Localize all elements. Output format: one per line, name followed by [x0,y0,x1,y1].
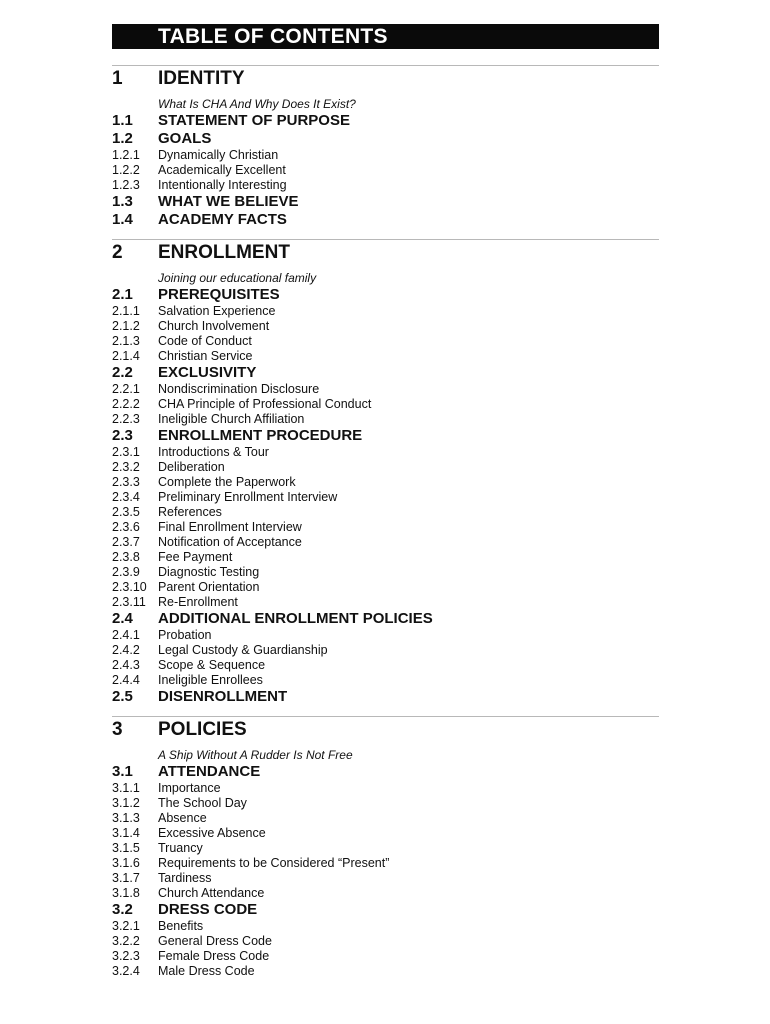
toc-item [112,178,659,193]
entry-number: 2.3.4 [112,490,140,504]
entry-text: Final Enrollment Interview [158,520,302,534]
entry-text: Intentionally Interesting [158,178,287,192]
entry-number: 3.1.7 [112,871,140,885]
entry-text: Complete the Paperwork [158,475,296,489]
toc-item [112,490,659,505]
toc-section [112,239,659,706]
toc-item [112,886,659,901]
entry-text: CHA Principle of Professional Conduct [158,397,372,411]
entry-text: Salvation Experience [158,304,276,318]
subsection-heading [112,364,659,382]
section-subtitle: A Ship Without A Rudder Is Not Free [158,748,353,762]
section-heading [112,719,659,747]
toc-item [112,163,659,178]
entry-number: 3.1.1 [112,781,140,795]
entry-text: References [158,505,222,519]
entry-text: Fee Payment [158,550,233,564]
toc-section [112,716,659,979]
toc-item [112,148,659,163]
entry-text: Diagnostic Testing [158,565,260,579]
entry-number: 1.2.2 [112,163,140,177]
toc-item [112,565,659,580]
entry-number: 2.1.3 [112,334,140,348]
toc-item [112,304,659,319]
subsection-heading [112,688,659,706]
entry-number: 2.3.11 [112,595,146,609]
section-number: 1 [112,68,123,89]
entry-number: 2.3.1 [112,445,140,459]
section-title: POLICIES [158,719,247,740]
entry-number: 2.3.10 [112,580,147,594]
entry-number: 2.1.1 [112,304,140,318]
entry-number: 2.5 [112,688,133,705]
toc-item [112,628,659,643]
entry-text: Ineligible Enrollees [158,673,263,687]
toc-item [112,658,659,673]
toc-item [112,397,659,412]
entry-text: Deliberation [158,460,225,474]
toc-item [112,673,659,688]
entry-text: EXCLUSIVITY [158,364,257,381]
toc-item [112,949,659,964]
entry-text: Parent Orientation [158,580,260,594]
toc-item [112,550,659,565]
entry-number: 3.2.2 [112,934,140,948]
entry-number: 2.4 [112,610,133,627]
entry-text: Legal Custody & Guardianship [158,643,328,657]
entry-number: 3.1.8 [112,886,140,900]
toc-item [112,964,659,979]
entry-text: ACADEMY FACTS [158,211,287,228]
toc-item [112,535,659,550]
entry-number: 2.1 [112,286,133,303]
entry-text: Probation [158,628,212,642]
entry-text: GOALS [158,130,212,147]
entry-text: Christian Service [158,349,253,363]
toc-item [112,811,659,826]
entry-text: Notification of Acceptance [158,535,302,549]
entry-text: Nondiscrimination Disclosure [158,382,320,396]
entry-text: Male Dress Code [158,964,255,978]
entry-number: 1.2.1 [112,148,140,162]
entry-number: 2.3.3 [112,475,140,489]
entry-number: 3.1.4 [112,826,140,840]
toc-item [112,475,659,490]
entry-number: 2.3.8 [112,550,140,564]
document-page [112,24,659,979]
entry-text: Absence [158,811,207,825]
entry-text: STATEMENT OF PURPOSE [158,112,350,129]
entry-number: 2.1.2 [112,319,140,333]
entry-number: 3.1.2 [112,796,140,810]
entry-text: Code of Conduct [158,334,252,348]
subsection-heading [112,427,659,445]
toc-item [112,382,659,397]
toc-item [112,871,659,886]
entry-text: Female Dress Code [158,949,270,963]
subsection-heading [112,901,659,919]
entry-text: Church Attendance [158,886,265,900]
entry-number: 2.3.9 [112,565,140,579]
entry-number: 2.2.1 [112,382,140,396]
entry-number: 2.4.1 [112,628,140,642]
toc-section [112,65,659,229]
toc-item [112,919,659,934]
section-title: ENROLLMENT [158,242,290,263]
toc-item [112,595,659,610]
toc-item [112,505,659,520]
entry-text: ATTENDANCE [158,763,261,780]
entry-text: ENROLLMENT PROCEDURE [158,427,363,444]
entry-number: 2.4.3 [112,658,140,672]
toc-item [112,781,659,796]
entry-text: ADDITIONAL ENROLLMENT POLICIES [158,610,433,627]
entry-number: 2.2.3 [112,412,140,426]
toc-item [112,643,659,658]
entry-number: 3.2 [112,901,133,918]
toc-item [112,349,659,364]
toc-item [112,841,659,856]
entry-number: 2.2 [112,364,133,381]
subsection-heading [112,130,659,148]
entry-text: Re-Enrollment [158,595,238,609]
entry-text: Importance [158,781,221,795]
entry-text: DISENROLLMENT [158,688,288,705]
section-subtitle: Joining our educational family [158,271,317,285]
section-subtitle: What Is CHA And Why Does It Exist? [158,97,356,111]
entry-number: 3.1.6 [112,856,140,870]
entry-number: 1.4 [112,211,133,228]
entry-text: WHAT WE BELIEVE [158,193,299,210]
subsection-heading [112,211,659,229]
entry-number: 2.4.2 [112,643,140,657]
entry-text: Excessive Absence [158,826,266,840]
toc-title: TABLE OF CONTENTS [112,24,659,49]
subsection-heading [112,112,659,130]
section-title: IDENTITY [158,68,245,89]
toc-item [112,856,659,871]
entry-number: 1.2 [112,130,133,147]
toc-item [112,934,659,949]
subsection-heading [112,193,659,211]
toc-item [112,334,659,349]
entry-text: Tardiness [158,871,212,885]
entry-number: 2.3.6 [112,520,140,534]
subsection-heading [112,610,659,628]
entry-number: 3.2.3 [112,949,140,963]
entry-text: Academically Excellent [158,163,286,177]
entry-text: Introductions & Tour [158,445,269,459]
toc-item [112,460,659,475]
entry-number: 1.2.3 [112,178,140,192]
toc-item [112,445,659,460]
entry-number: 3.1 [112,763,133,780]
entry-text: Truancy [158,841,203,855]
entry-text: Preliminary Enrollment Interview [158,490,338,504]
entry-number: 3.2.1 [112,919,140,933]
entry-text: Requirements to be Considered “Present” [158,856,390,870]
entry-text: DRESS CODE [158,901,258,918]
entry-text: PREREQUISITES [158,286,280,303]
entry-number: 2.3.7 [112,535,140,549]
entry-text: The School Day [158,796,247,810]
toc-sections [112,65,659,979]
section-number: 2 [112,242,123,263]
section-heading [112,242,659,270]
toc-item [112,412,659,427]
toc-item [112,580,659,595]
section-heading [112,68,659,96]
entry-number: 2.1.4 [112,349,140,363]
entry-text: Benefits [158,919,204,933]
entry-number: 1.1 [112,112,133,129]
subsection-heading [112,763,659,781]
spacer [112,49,659,65]
entry-number: 2.3.2 [112,460,140,474]
toc-item [112,796,659,811]
toc-item [112,319,659,334]
toc-item [112,826,659,841]
entry-number: 2.4.4 [112,673,140,687]
section-number: 3 [112,719,123,740]
entry-number: 3.1.3 [112,811,140,825]
entry-text: Dynamically Christian [158,148,279,162]
toc-item [112,520,659,535]
entry-text: General Dress Code [158,934,272,948]
entry-number: 3.2.4 [112,964,140,978]
entry-number: 2.3 [112,427,133,444]
entry-number: 3.1.5 [112,841,140,855]
entry-text: Church Involvement [158,319,270,333]
subsection-heading [112,286,659,304]
entry-number: 2.2.2 [112,397,140,411]
entry-text: Scope & Sequence [158,658,266,672]
entry-text: Ineligible Church Affiliation [158,412,305,426]
entry-number: 1.3 [112,193,133,210]
entry-number: 2.3.5 [112,505,140,519]
